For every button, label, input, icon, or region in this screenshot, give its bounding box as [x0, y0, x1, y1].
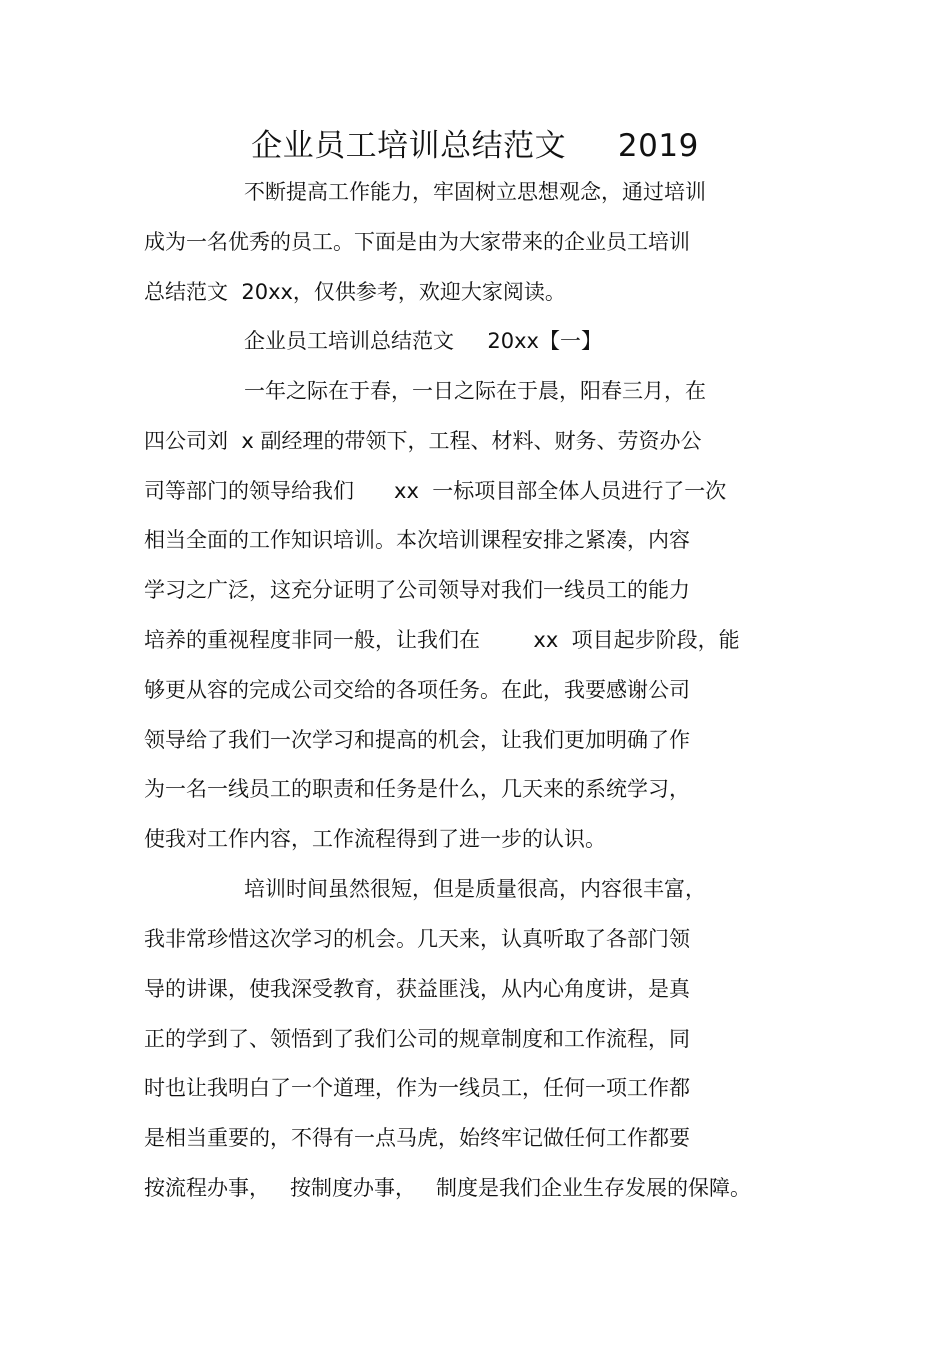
paragraph-line: 学习之广泛，这充分证明了公司领导对我们一线员工的能力 — [144, 578, 690, 602]
paragraph-line: 培养的重视程度非同一般，让我们在 xx 项目起步阶段，能 — [144, 628, 740, 652]
paragraph-line: 总结范文 20xx，仅供参考，欢迎大家阅读。 — [144, 280, 566, 304]
document-title: 企业员工培训总结范文 2019 — [251, 128, 699, 164]
paragraph-line: 是相当重要的，不得有一点马虎，始终牢记做任何工作都要 — [144, 1126, 690, 1150]
paragraph-line: 时也让我明白了一个道理，作为一线员工，任何一项工作都 — [144, 1076, 690, 1100]
paragraph-line: 相当全面的工作知识培训。本次培训课程安排之紧凑，内容 — [144, 528, 690, 552]
paragraph-line: 四公司刘 x 副经理的带领下，工程、材料、财务、劳资办公 — [144, 429, 702, 453]
paragraph-line: 不断提高工作能力，牢固树立思想观念，通过培训 — [244, 180, 706, 204]
paragraph-line: 使我对工作内容，工作流程得到了进一步的认识。 — [144, 827, 606, 851]
paragraph-line: 导的讲课，使我深受教育，获益匪浅，从内心角度讲，是真 — [144, 977, 690, 1001]
section-heading: 企业员工培训总结范文 20xx【一】 — [244, 329, 602, 353]
paragraph-line: 够更从容的完成公司交给的各项任务。在此，我要感谢公司 — [144, 678, 690, 702]
paragraph-line: 按流程办事， 按制度办事， 制度是我们企业生存发展的保障。 — [144, 1176, 752, 1200]
paragraph-line: 司等部门的领导给我们 xx 一标项目部全体人员进行了一次 — [144, 479, 727, 503]
paragraph-line: 我非常珍惜这次学习的机会。几天来，认真听取了各部门领 — [144, 927, 690, 951]
paragraph-line: 正的学到了、领悟到了我们公司的规章制度和工作流程，同 — [144, 1027, 690, 1051]
paragraph-line: 培训时间虽然很短，但是质量很高，内容很丰富， — [244, 877, 706, 901]
paragraph-line: 一年之际在于春，一日之际在于晨，阳春三月，在 — [244, 379, 706, 403]
paragraph-line: 成为一名优秀的员工。下面是由为大家带来的企业员工培训 — [144, 230, 690, 254]
paragraph-line: 领导给了我们一次学习和提高的机会，让我们更加明确了作 — [144, 728, 690, 752]
paragraph-line: 为一名一线员工的职责和任务是什么，几天来的系统学习， — [144, 777, 690, 801]
